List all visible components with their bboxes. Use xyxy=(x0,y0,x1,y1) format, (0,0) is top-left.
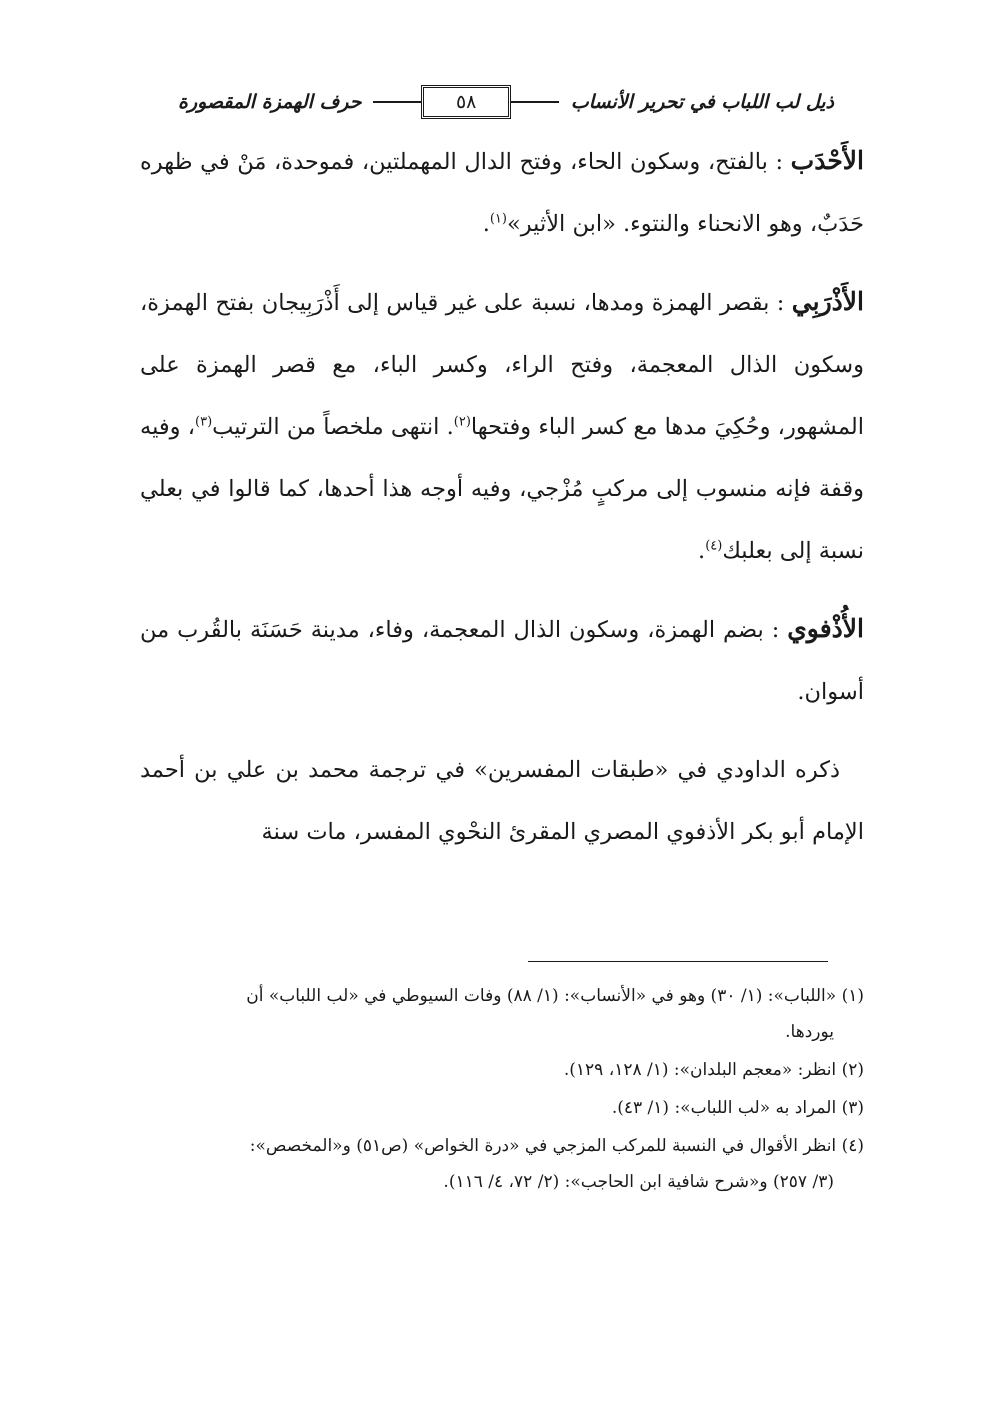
footnote-text: انظر: «معجم البلدان»: (١/ ١٢٨، ١٢٩). xyxy=(563,1060,837,1080)
entry-text: : بقصر الهمزة ومدها، نسبة على غير قياس إلى أَذْرَبِيجان بفتح الهمزة، وسكون الذال المعجمة، وفتح الراء، وكسر الباء، مع قصر الهمزة على المشهور، وحُكِيَ مدها مع كسر الباء وفتحها xyxy=(140,290,864,440)
footnote-number: (٣) xyxy=(841,1098,864,1118)
entry-head: الأَذْرَبِي xyxy=(791,287,865,316)
footnote-separator xyxy=(528,961,828,962)
footnote-text: «اللباب»: (١/ ٣٠) وهو في «الأنساب»: (١/ ٨٨) وفات السيوطي في «لب اللباب» أن xyxy=(246,986,837,1006)
footnote-2 xyxy=(140,1052,864,1088)
entry-head: الأَحْدَب xyxy=(790,146,864,175)
footnotes xyxy=(140,978,864,1202)
footnote-number: (٢) xyxy=(841,1060,864,1080)
footnote-ref[interactable]: (١) xyxy=(489,211,507,227)
entry-ahdab: الأَحْدَب : بالفتح، وسكون الحاء، وفتح الدال المهملتين، فموحدة، مَنْ في ظهره حَدَبٌ، وهو الانحناء والنتوء. «ابن الأثير»$^{(١)}$. xyxy=(140,146,864,237)
page-number: ٥٨ xyxy=(421,85,511,119)
footnote-4 xyxy=(140,1128,864,1200)
entry-text: . انتهى ملخصاً من الترتيب xyxy=(212,414,454,440)
main-text xyxy=(140,130,864,873)
entry-text: : بضم الهمزة، وسكون الذال المعجمة، وفاء، مدينة حَسَنَة بالقُرب من أسوان. xyxy=(140,617,864,705)
entry-adharbi xyxy=(140,271,864,582)
section-title: حرف الهمزة المقصورة xyxy=(178,91,362,113)
page-number-group xyxy=(373,85,559,119)
entry-text: ، وفيه وقفة فإنه منسوب إلى مركبٍ مُزْجي، وفيه أوجه هذا أحدها، كما قالوا في بعلي نسبة إلى بعلبك xyxy=(140,414,864,564)
header-rule-left xyxy=(373,101,421,103)
footnote-ref[interactable]: (٢) xyxy=(453,414,471,430)
footnote-number: (٤) xyxy=(841,1136,864,1156)
footnote-continuation: (٣/ ٢٥٧) و«شرح شافية ابن الحاجب»: (٢/ ٧٢، ٤/ ١١٦). xyxy=(443,1172,834,1192)
entry-text: : بالفتح، وسكون الحاء، وفتح الدال المهملتين، فموحدة، مَنْ في ظهره حَدَبٌ، وهو الانحناء والنتوء. «ابن الأثير» xyxy=(140,149,864,237)
entry-udhfuwi xyxy=(140,598,864,723)
header-rule-right xyxy=(511,101,559,103)
footnote-1 xyxy=(140,978,864,1050)
footnote-continuation: يوردها. xyxy=(785,1022,834,1042)
footnote-3 xyxy=(140,1090,864,1126)
running-header xyxy=(178,84,834,120)
footnote-ref[interactable]: (٣) xyxy=(195,414,213,430)
entry-head: الأُذْفوي xyxy=(787,614,864,643)
closing-paragraph: ذكره الداودي في «طبقات المفسرين» في ترجمة محمد بن علي بن أحمد الإمام أبو بكر الأذفوي المصري المقرئ النحْوي المفسر، مات سنة xyxy=(140,757,864,845)
footnote-ref[interactable]: (٤) xyxy=(705,538,723,554)
book-title: ذيل لب اللباب في تحرير الأنساب xyxy=(570,91,834,113)
footnote-number: (١) xyxy=(841,986,864,1006)
footnote-text: المراد به «لب اللباب»: (١/ ٤٣). xyxy=(611,1098,837,1118)
entry-text: . xyxy=(698,538,706,564)
footnote-text: انظر الأقوال في النسبة للمركب المزجي في «درة الخواص» (ص٥١) و«المخصص»: xyxy=(249,1136,837,1156)
